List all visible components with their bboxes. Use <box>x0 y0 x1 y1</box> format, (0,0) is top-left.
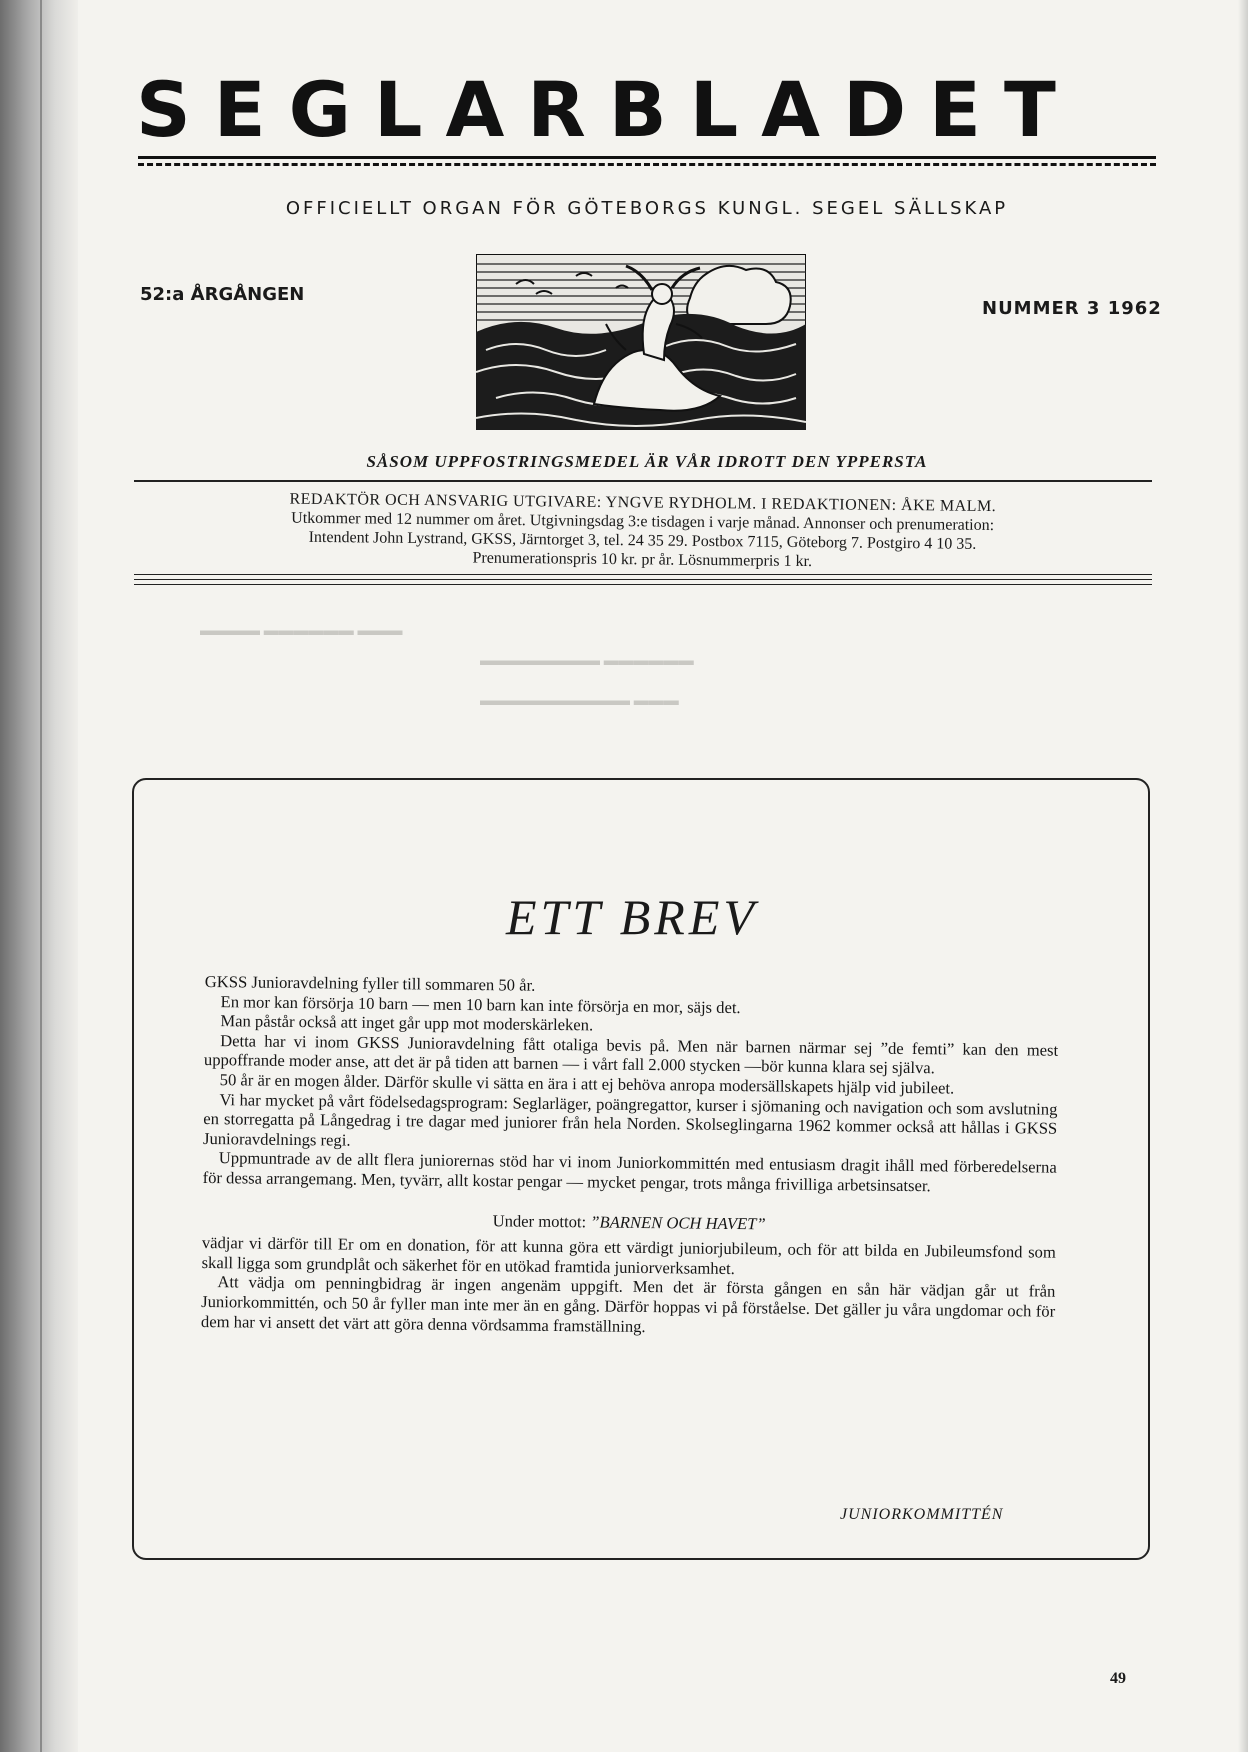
letter-paragraph: Att vädja om penningbidrag är ingen angenäm uppgift. Men det är första gången en sån här vädjan går ut från Juniorkommittén, och 50 år fyller man inte mer än en gång. Därför hoppas vi på förståelse. Det gäller ju våra ungdomar och för dem har vi ansett det värt att göra denna vördsamma framställning. <box>200 1272 1056 1336</box>
volume-label: 52:a ÅRGÅNGEN <box>140 284 305 305</box>
society-motto: SÅSOM UPPFOSTRINGSMEDEL ÄR VÅR IDROTT DEN YPPERSTA <box>366 452 928 471</box>
mermaid-illustration <box>476 254 806 430</box>
masthead-title: SEGLARBLADET <box>136 65 1079 154</box>
issue-label: NUMMER 3 1962 <box>982 298 1162 319</box>
letter-paragraph: Uppmuntrade av de allt flera juniorernas stöd har vi inom Juniorkommittén med entusiasm dragit ihåll med förberedelserna för dessa arrangemang. Men, tyvärr, allt kostar pengar — mycket pengar, trots många frivilliga arbetsinsatser. <box>202 1148 1057 1196</box>
motto-prefix: Under mottot: <box>492 1210 591 1231</box>
editorial-rule-3 <box>134 584 1152 585</box>
letter-paragraph: GKSS Junioravdelning fyller till sommaren 50 år. <box>204 971 536 995</box>
masthead-dashed-rule <box>138 163 1156 166</box>
letter-paragraph: Detta har vi inom GKSS Junioravdelning fått otaliga bevis på. Men när barnen närmar sej ”de femti” kan den mest uppoffrande moder anse, att det är på tiden att barnen — i vårt fall 2.000 stycken —bör kunna klara sej själva. <box>203 1030 1059 1078</box>
letter-paragraph: Man påstår också att inget går upp mot moderskärleken. <box>220 1011 594 1035</box>
editorial-rule-2 <box>134 579 1152 580</box>
editorial-line-4: Prenumerationspris 10 kr. pr år. Lösnummerpris 1 kr. <box>472 549 813 571</box>
page-number: 49 <box>1110 1670 1126 1687</box>
letter-paragraph: vädjar vi därför till Er om en donation, för att kunna göra ett värdigt juniorjubileum, och för att bilda en Jubileumsfond som skall ligga som grundplåt och säkerhet för en utökad framtida juniorverksamhet. <box>201 1233 1056 1278</box>
spine-fold-line <box>40 0 42 1752</box>
motto-text: ”BARNEN OCH HAVET” <box>590 1211 766 1233</box>
letter-body <box>201 880 1060 1341</box>
bleed-through-ghost: ▬▬▬▬▬▬▬▬ ▬▬▬▬▬▬ <box>480 653 694 669</box>
editorial-line-3: Intendent John Lystrand, GKSS, Järntorget 3, tel. 24 35 29. Postbox 7115, Göteborg 7. Postgiro 4 10 35. <box>308 528 977 553</box>
editorial-line-1: REDAKTÖR OCH ANSVARIG UTGIVARE: YNGVE RYDHOLM. I REDAKTIONEN: ÅKE MALM. <box>289 490 997 516</box>
book-spine-shadow <box>0 0 78 1752</box>
bleed-through-ghost: ▬▬▬▬▬▬▬▬▬▬ ▬▬▬ <box>480 693 679 709</box>
page-edge <box>1238 0 1248 1752</box>
letter-paragraph: 50 år är en mogen ålder. Därför skulle vi sätta en ära i att ej behöva anropa modersällskapets hjälp vid jubileet. <box>219 1070 955 1098</box>
editorial-box <box>133 488 1152 575</box>
header-rule <box>134 480 1152 482</box>
letter-signature: JUNIORKOMMITTÉN <box>840 1506 1004 1523</box>
bleed-through-ghost: ▬▬▬▬ ▬▬▬▬▬▬ ▬▬▬ <box>200 623 403 639</box>
masthead-rule <box>138 156 1156 159</box>
letter-paragraph: En mor kan försörja 10 barn — men 10 barn kan inte försörja en mor, säjs det. <box>220 991 741 1017</box>
letter-motto-line <box>202 1208 1056 1237</box>
editorial-line-2: Utkommer med 12 nummer om året. Utgivningsdag 3:e tisdagen i varje månad. Annonser och prenumeration: <box>291 509 995 535</box>
editorial-rule-1 <box>134 574 1152 575</box>
masthead-subtitle: OFFICIELLT ORGAN FÖR GÖTEBORGS KUNGL. SEGEL SÄLLSKAP <box>285 198 1009 219</box>
letter-paragraph: Vi har mycket på vårt födelsedagsprogram: Seglarläger, poängregattor, kurser i sjömaning och navigation och som avslutning en storregatta på Långedrag i tre dagar med juniorer från hela Norden. Skolseglingarna 1962 kommer också att hållas i GKSS Junioravdelnings regi. <box>202 1089 1058 1150</box>
letter-title: ETT BREV <box>506 889 758 945</box>
